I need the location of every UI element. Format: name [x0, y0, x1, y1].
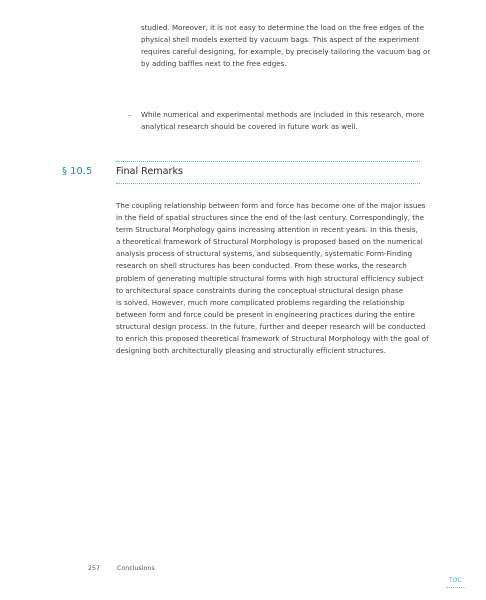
bullet-line: analytical research should be covered in future work as well.	[141, 122, 358, 132]
bullet-item	[128, 109, 441, 133]
intro-line: requires careful designing, for example, by precisely tailoring the vacuum bag or	[141, 47, 431, 57]
body-line: is solved. However, much more complicated problems regarding the relationship	[116, 297, 405, 307]
body-line: The coupling relationship between form and force has become one of the major issues	[116, 201, 426, 210]
intro-paragraph	[141, 22, 441, 70]
section-rule-bottom	[116, 183, 420, 184]
toc-underline	[446, 587, 466, 588]
body-line: analysis process of structural systems, and subsequently, systematic Form-Finding	[116, 249, 413, 259]
body-line: designing both architecturally pleasing and structurally efficient structures.	[116, 346, 386, 356]
intro-line: studied. Moreover, it is not easy to determine the load on the free edges of the	[141, 23, 425, 32]
body-line: problem of generating multiple structural forms with high structural efficiency subject	[116, 273, 424, 283]
body-paragraph	[116, 200, 436, 357]
footer-page-number: 257	[88, 565, 101, 572]
body-line: research on shell structures has been conducted. From these works, the research	[116, 261, 407, 271]
section-number: § 10.5	[62, 166, 93, 177]
body-line: structural design process. In the future, further and deeper research will be conducted	[116, 321, 426, 331]
body-line: in the field of spatial structures since the end of the last century. Correspondingly, the	[116, 213, 425, 223]
intro-line: by adding baffles next to the free edges.	[141, 59, 287, 69]
section-rule-top	[116, 161, 420, 162]
body-line: between form and force could be present in engineering practices during the entire	[116, 309, 415, 319]
body-line: term Structural Morphology gains increasing attention in recent years. In this thesis,	[116, 225, 418, 235]
body-line: to architectural space constraints during the conceptual structural design phase	[116, 285, 404, 295]
toc-link[interactable]: TOC	[449, 577, 462, 584]
footer-chapter-title: Conclusions	[117, 565, 155, 572]
bullet-line: While numerical and experimental methods are included in this research, more	[141, 110, 425, 119]
bullet-dash-icon: –	[128, 110, 132, 119]
section-title: Final Remarks	[116, 166, 184, 177]
body-line: a theoretical framework of Structural Morphology is proposed based on the numerical	[116, 237, 423, 247]
intro-line: physical shell models exerted by vacuum bags. This aspect of the experiment	[141, 35, 420, 45]
body-line: to enrich this proposed theoretical framework of Structural Morphology with the goal of	[116, 334, 429, 344]
